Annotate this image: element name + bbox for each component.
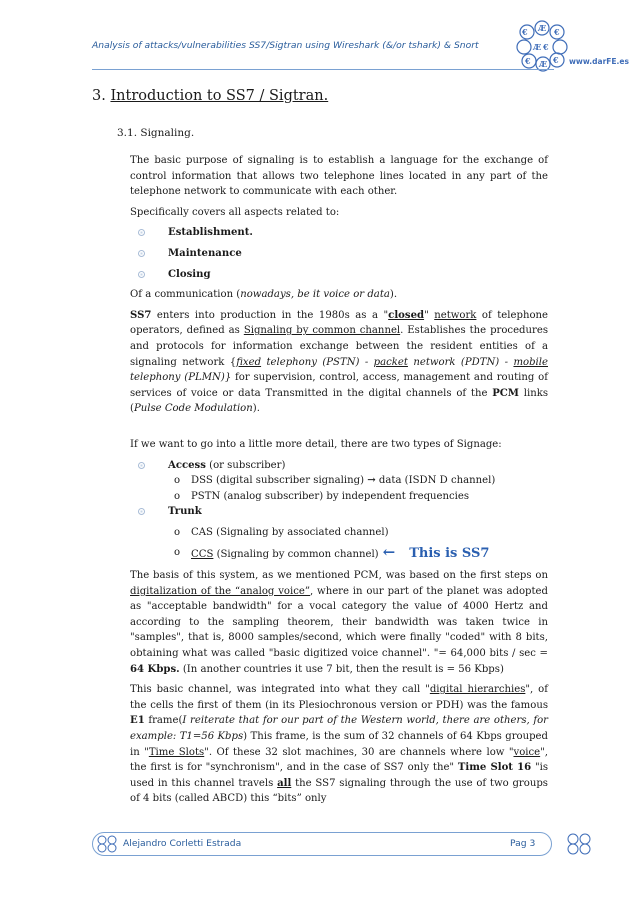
text-run: I reiterate that for our part of the Western world, there are others, for example: T1=56 Kbps xyxy=(130,715,548,742)
text-run: for supervision, control, access, management and routing of services of voice or data Transmitted in the digital channels of the xyxy=(130,372,548,399)
paragraph-aspects-lead: Specifically covers all aspects related to: xyxy=(130,206,340,218)
paragraph-types-lead: If we want to go into a little more detail, there are two types of Signage: xyxy=(130,438,502,450)
type-label: Trunk xyxy=(168,506,202,518)
section-heading xyxy=(92,88,328,104)
text-run: network xyxy=(434,309,477,321)
text-run: (In another countries it use 7 bit, then the result is = 56 Kbps) xyxy=(179,663,504,675)
paragraph-pcm xyxy=(130,568,548,677)
text-run: ". Of these 32 slot machines, 30 are channels where low " xyxy=(204,746,514,758)
text-run: (or subscriber) xyxy=(205,459,286,471)
ss7-callout: This is SS7 xyxy=(409,546,490,562)
text-run: of telephone operators, defined as xyxy=(130,309,548,337)
text-run: The basis of this system, as we mentioned PCM, was based on the first steps on xyxy=(130,570,548,582)
svg-text:€: € xyxy=(522,27,528,37)
list-item xyxy=(130,473,548,489)
header-title: Analysis of attacks/vulnerabilities SS7/Sigtran using Wireshark (&/or tshark) & Snort xyxy=(92,40,479,51)
text-run: CCS xyxy=(191,549,214,561)
paragraph-intro: The basic purpose of signaling is to establish a language for the exchange of control information that allows two telephone lines located in any part of the telephone network to communicate with each other. xyxy=(130,155,548,198)
text-run: mobile xyxy=(513,356,548,368)
text-run: 64 Kbps. xyxy=(130,663,180,675)
text-run: SS7 xyxy=(130,309,152,321)
bullet-marker: o xyxy=(174,490,181,502)
page-number: Pag 3 xyxy=(510,838,536,849)
text-run: links ( xyxy=(130,387,548,415)
bullet-icon xyxy=(138,271,145,278)
text-run: ", the first is for "synchronism", and in the case of SS7 only the" xyxy=(130,746,548,774)
list-item xyxy=(130,225,548,241)
svg-text:€: € xyxy=(525,56,531,66)
text-run: E1 xyxy=(130,715,145,727)
section-number: 3. xyxy=(92,88,106,104)
text-run: nowadays, be it voice or data xyxy=(240,289,390,301)
subsection-heading: 3.1. Signaling. xyxy=(117,127,195,139)
text-run: frame( xyxy=(144,715,183,727)
type-label: Access xyxy=(168,459,206,471)
section-title: Introduction to SS7 / Sigtran. xyxy=(110,88,329,104)
arrow-right-icon: → xyxy=(367,475,376,487)
paragraph-e1 xyxy=(130,682,548,807)
header-rule xyxy=(92,69,554,70)
text-run: digital hierarchies xyxy=(429,684,526,696)
text-run: Signaling by common channel xyxy=(243,325,401,337)
svg-text:€: € xyxy=(554,27,560,37)
text-run: network (PDTN) - xyxy=(407,356,514,368)
text-run: (Signaling by common channel) xyxy=(213,549,379,561)
text-run: This basic channel, was integrated into what they call " xyxy=(130,684,430,696)
bullet-icon xyxy=(138,462,145,469)
arrow-left-icon: ← xyxy=(382,543,396,562)
text-run: Of a communication ( xyxy=(130,289,241,301)
text-run: data (ISDN D channel) xyxy=(375,475,496,487)
text-run: enters into production in the 1980s as a " xyxy=(151,309,389,321)
text-run: ", of the cells the first of them (in its Plesiochronous version or PDH) was the famous xyxy=(130,684,548,711)
text-run: digitalization of the “analog voice” xyxy=(130,585,311,597)
aspect-label: Maintenance xyxy=(168,247,242,259)
text-run: CAS (Signaling by associated channel) xyxy=(191,526,389,538)
text-run: Pulse Code Modulation xyxy=(133,403,253,415)
list-item xyxy=(130,267,548,283)
svg-text:Æ: Æ xyxy=(533,42,542,52)
bullet-icon xyxy=(138,229,145,236)
list-item xyxy=(130,525,548,541)
text-run: fixed xyxy=(236,356,262,368)
bullet-marker: o xyxy=(174,547,181,559)
document-body xyxy=(130,153,548,807)
list-item xyxy=(130,545,548,563)
text-run: " xyxy=(424,309,435,321)
text-run: DSS (digital subscriber signaling) xyxy=(191,475,368,487)
text-run: all xyxy=(277,777,292,789)
paragraph-communication xyxy=(130,287,548,303)
text-run: . Establishes the procedures and protocols for information exchange between the resident entities of a signaling network { xyxy=(130,325,548,368)
text-run: PCM xyxy=(492,387,519,399)
list-item xyxy=(130,246,548,262)
svg-text:€: € xyxy=(553,55,559,65)
svg-text:Æ: Æ xyxy=(538,23,547,33)
bullet-marker: o xyxy=(174,526,181,538)
bullet-icon xyxy=(138,250,145,257)
text-run: "is used in this channel travels xyxy=(130,762,548,789)
list-item xyxy=(130,504,548,520)
list-item xyxy=(130,458,548,474)
bullet-icon xyxy=(138,508,145,515)
text-run: ). xyxy=(389,289,398,301)
text-run: , where in our part of the planet was adopted as "acceptable bandwidth" for a vocal category the value of 4000 Hertz and according to the sampling theorem, their bandwidth was taken twice in "samples", that is, 8000 samples/second, which were finally "coded" with 8 bits, obtaining what was called "basic digitized voice channel". "= 64,000 bits / sec = xyxy=(130,585,548,660)
text-run: the SS7 signaling through the use of two groups of 4 bits (called ABCD) this “bits” only xyxy=(130,777,548,805)
text-run: ) This frame, is the sum of 32 channels of 64 Kbps grouped in " xyxy=(130,731,548,758)
darfe-logo xyxy=(512,20,572,72)
paragraph-ss7 xyxy=(130,308,548,417)
text-run: PSTN (analog subscriber) by independent frequencies xyxy=(191,490,470,502)
svg-text:Æ: Æ xyxy=(539,59,548,69)
header-url[interactable]: www.darFE.es xyxy=(569,57,629,66)
svg-text:€: € xyxy=(543,42,549,52)
aspect-label: Closing xyxy=(168,268,211,280)
text-run: telephony (PLMN)} xyxy=(130,372,232,384)
text-run: Time Slots xyxy=(148,746,205,758)
text-run: telephony (PSTN) - xyxy=(261,356,374,368)
text-run: closed xyxy=(388,309,425,321)
list-item xyxy=(130,489,548,505)
aspect-label: Establishment. xyxy=(168,227,253,239)
text-run: packet xyxy=(373,356,408,368)
text-run: Time Slot 16 xyxy=(457,762,532,774)
darfe-logo-small xyxy=(566,832,592,856)
bullet-marker: o xyxy=(174,475,181,487)
text-run: voice xyxy=(513,746,541,758)
text-run: ). xyxy=(252,403,260,415)
footer-author: Alejandro Corletti Estrada xyxy=(123,838,242,849)
darfe-logo-small xyxy=(96,834,118,854)
